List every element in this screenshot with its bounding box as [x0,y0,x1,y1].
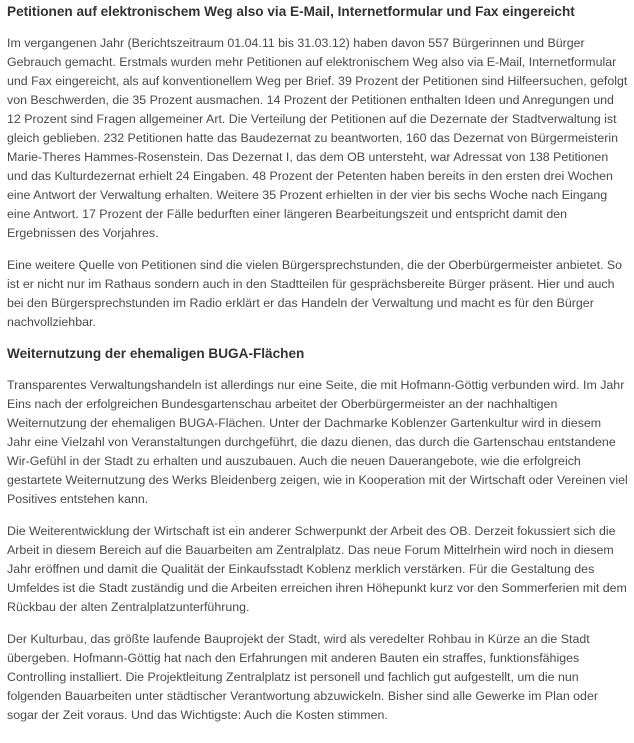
paragraph: Im vergangenen Jahr (Berichtszeitraum 01.04.11 bis 31.03.12) haben davon 557 Bürgerinnen und Bürger Gebrauch gemacht. Erstmals wurden mehr Petitionen auf elektronischem Weg also via E-Mail, Internetformular und Fax eingereicht, als auf konventionellem Weg per Brief. 39 Prozent der Petitionen sind Hilfeersuchen, gefolgt von Beschwerden, die 35 Prozent ausmachen. 14 Prozent der Petitionen enthalten Ideen und Anregungen und 12 Prozent sind Fragen allgemeiner Art. Die Verteilung der Petitionen auf die Dezernate der Stadtverwaltung ist gleich geblieben. 232 Petitionen hatte das Baudezernat zu beantworten, 160 das Dezernat von Bürgermeisterin Marie-Theres Hammes-Rosenstein. Das Dezernat I, das dem OB untersteht, war Adressat von 138 Petitionen und das Kulturdezernat erhielt 24 Eingaben. 48 Prozent der Petenten haben bereits in den ersten drei Wochen eine Antwort der Verwaltung erhalten. Weitere 35 Prozent erhielten in der vier bis sechs Woche nach Eingang eine Antwort. 17 Prozent der Fälle bedurften einer längeren Bearbeitungszeit und entspricht damit den Ergebnissen des Vorjahres. [7,36,628,240]
section-heading-buga: Weiternutzung der ehemaligen BUGA-Flächen [7,346,305,361]
paragraph: Die Weiterentwicklung der Wirtschaft ist ein anderer Schwerpunkt der Arbeit des OB. Derzeit fokussiert sich die Arbeit in diesem Bereich auf die Bauarbeiten am Zentralplatz. Das neue Forum Mittelrhein wird noch in diesem Jahr eröffnen und damit die Qualität der Einkaufsstadt Koblenz merklich verstärken. Für die Gestaltung des Umfeldes ist die Stadt zuständig und die Arbeiten erreichen ihren Höhepunkt kurz vor den Sommerferien mit dem Rückbau der alten Zentralplatzunterführung. [7,524,627,614]
paragraph: Eine weitere Quelle von Petitionen sind die vielen Bürgersprechstunden, die der Oberbürgermeister anbietet. So ist er nicht nur im Rathaus sondern auch in den Stadtteilen für gesprächsbereite Bürger präsent. Hier und auch bei den Bürgersprechstunden im Radio erklärt er das Handeln der Verwaltung und macht es für den Bürger nachvollziehbar. [7,258,623,329]
paragraph: Der Kulturbau, das größte laufende Bauprojekt der Stadt, wird als veredelter Rohbau in Kürze an die Stadt übergeben. Hofmann-Göttig hat nach den Erfahrungen mit anderen Bauten ein straffes, funktionsfähiges Controlling installiert. Die Projektleitung Zentralplatz ist personell und fachlich gut aufgestellt, um die nun folgenden Bauarbeiten unter städtischer Verantwortung abzuwickeln. Bisher sind alle Gewerke im Plan oder sogar der Zeit voraus. Und das Wichtigste: Auch die Kosten stimmen. [7,632,598,722]
paragraph: Transparentes Verwaltungshandeln ist allerdings nur eine Seite, die mit Hofmann-Göttig verbunden wird. Im Jahr Eins nach der erfolgreichen Bundesgartenschau arbeitet der Oberbürgermeister an der nachhaltigen Weiternutzung der ehemaligen BUGA-Flächen. Unter der Dachmarke Koblenzer Gartenkultur wird in diesem Jahr eine Vielzahl von Veranstaltungen durchgeführt, die dazu dienen, das durch die Gartenschau entstandene Wir-Gefühl in der Stadt zu erhalten und auszubauen. Auch die neuen Dauerangebote, wie die erfolgreich gestartete Weiternutzung des Werks Bleidenberg zeigen, wie in Kooperation mit der Wirtschaft oder Vereinen viel Positives entstehen kann. [7,378,628,506]
section-heading-petitions: Petitionen auf elektronischem Weg also via E-Mail, Internetformular und Fax eingereicht [7,4,575,19]
